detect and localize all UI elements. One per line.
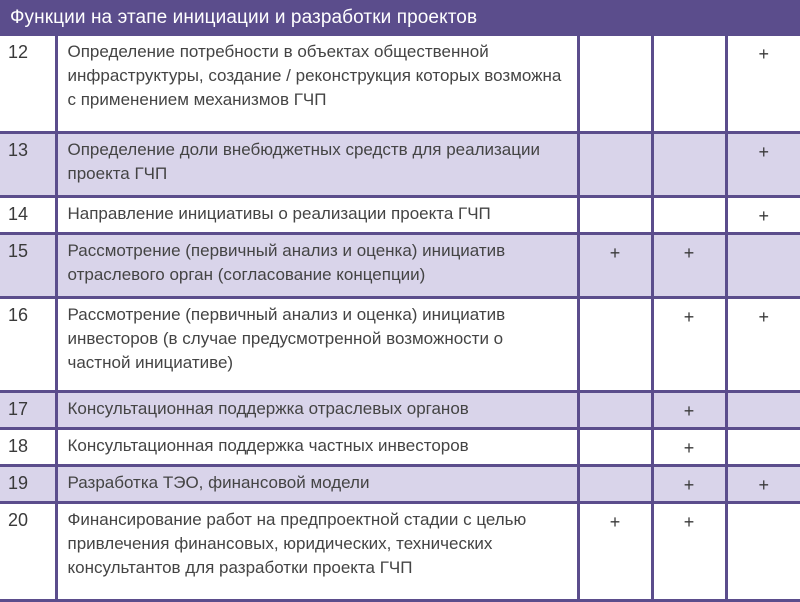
table-title: Функции на этапе инициации и разработки проектов [10, 7, 478, 28]
mark-cell-3 [726, 391, 800, 428]
mark-cell-1 [578, 465, 652, 502]
mark-cell-2: + [652, 233, 726, 297]
mark-cell-2 [652, 196, 726, 233]
mark-cell-1 [578, 196, 652, 233]
mark-cell-3 [726, 233, 800, 297]
row-description: Определение потребности в объектах общественной инфраструктуры, создание / реконструкция которых возможна с применением механизмов ГЧП [56, 36, 578, 132]
mark-cell-2: + [652, 502, 726, 600]
mark-cell-3: + [726, 297, 800, 391]
mark-cell-2: + [652, 465, 726, 502]
table-row [0, 132, 800, 196]
row-description: Консультационная поддержка частных инвесторов [56, 428, 578, 465]
mark-cell-1 [578, 391, 652, 428]
mark-cell-3: + [726, 132, 800, 196]
mark-cell-1: + [578, 502, 652, 600]
row-number: 18 [0, 428, 56, 465]
row-number: 13 [0, 132, 56, 196]
row-number: 16 [0, 297, 56, 391]
row-description: Разработка ТЭО, финансовой модели [56, 465, 578, 502]
row-number: 20 [0, 502, 56, 600]
mark-cell-1 [578, 428, 652, 465]
table-row [0, 502, 800, 600]
mark-cell-2: + [652, 428, 726, 465]
functions-table [0, 36, 800, 602]
mark-cell-1: + [578, 233, 652, 297]
mark-cell-3: + [726, 196, 800, 233]
mark-cell-3 [726, 428, 800, 465]
title-bar [0, 0, 800, 36]
mark-cell-2: + [652, 297, 726, 391]
row-number: 19 [0, 465, 56, 502]
row-description: Рассмотрение (первичный анализ и оценка) инициатив инвесторов (в случае предусмотренной возможности о частной инициативе) [56, 297, 578, 391]
mark-cell-1 [578, 132, 652, 196]
row-description: Консультационная поддержка отраслевых органов [56, 391, 578, 428]
row-description: Финансирование работ на предпроектной стадии с целью привлечения финансовых, юридических, технических консультантов для разработки проекта ГЧП [56, 502, 578, 600]
mark-cell-1 [578, 297, 652, 391]
table-row [0, 196, 800, 233]
row-description: Направление инициативы о реализации проекта ГЧП [56, 196, 578, 233]
mark-cell-3 [726, 502, 800, 600]
mark-cell-3: + [726, 465, 800, 502]
mark-cell-2 [652, 132, 726, 196]
mark-cell-1 [578, 36, 652, 132]
table-row [0, 428, 800, 465]
row-number: 14 [0, 196, 56, 233]
row-number: 17 [0, 391, 56, 428]
table-row [0, 233, 800, 297]
table-row [0, 391, 800, 428]
table-row [0, 297, 800, 391]
mark-cell-2: + [652, 391, 726, 428]
table-row [0, 465, 800, 502]
table-row [0, 36, 800, 132]
mark-cell-2 [652, 36, 726, 132]
row-number: 12 [0, 36, 56, 132]
row-description: Определение доли внебюджетных средств для реализации проекта ГЧП [56, 132, 578, 196]
row-number: 15 [0, 233, 56, 297]
row-description: Рассмотрение (первичный анализ и оценка) инициатив отраслевого орган (согласование концепции) [56, 233, 578, 297]
mark-cell-3: + [726, 36, 800, 132]
